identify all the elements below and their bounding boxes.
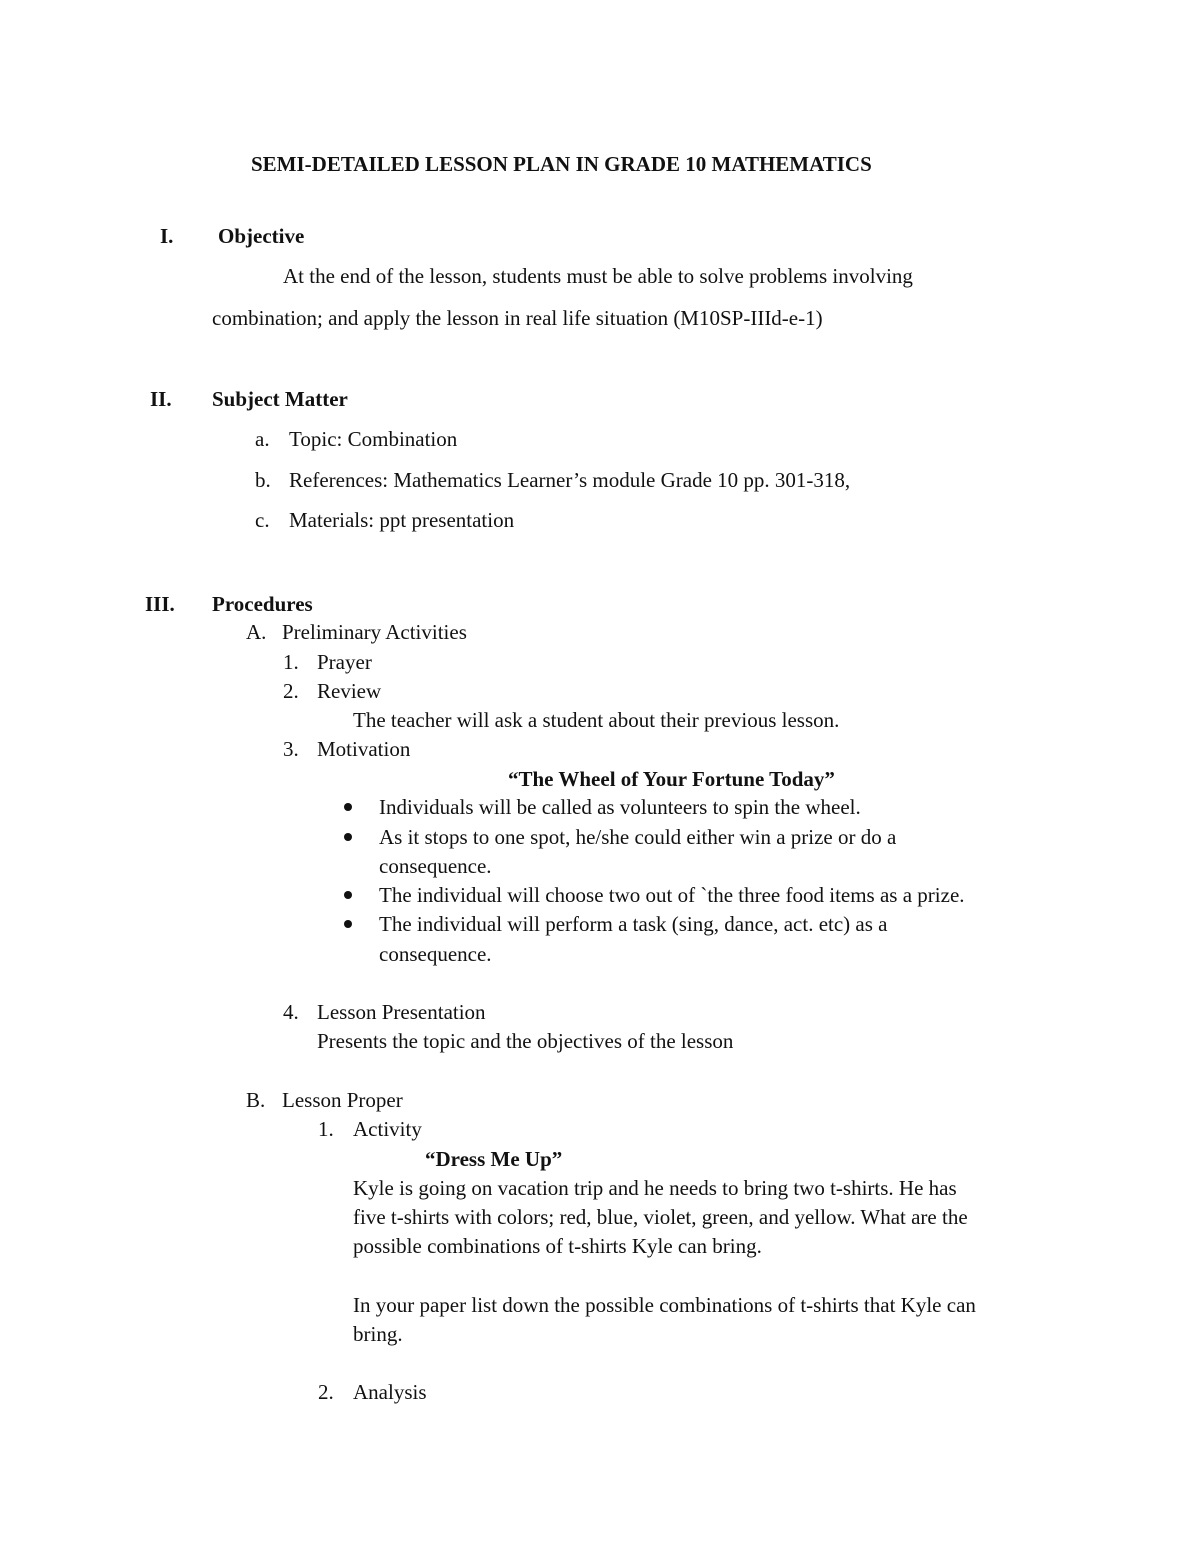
bullet-dot [344,920,352,928]
motivation-game-title: “The Wheel of Your Fortune Today” [508,767,835,791]
activity-paragraph-line: Kyle is going on vacation trip and he needs to bring two t-shirts. He has [353,1176,957,1200]
section-heading-procedures: Procedures [212,592,313,616]
section-heading-subject-matter: Subject Matter [212,387,348,411]
step-marker: 1. [283,650,299,674]
bullet-dot [344,891,352,899]
review-description: The teacher will ask a student about their previous lesson. [353,708,840,732]
section-numeral-procedures: III. [145,592,175,616]
motivation-bullet: The individual will perform a task (sing, dance, act. etc) as a [379,912,888,936]
procedure-marker-b: B. [246,1088,266,1112]
step-lesson-presentation: Lesson Presentation [317,1000,486,1024]
objective-text-line-1: At the end of the lesson, students must be able to solve problems involving [283,264,913,288]
section-heading-objective: Objective [218,224,305,248]
step-marker: 4. [283,1000,299,1024]
subject-item-marker: b. [255,468,271,492]
preliminary-activities-label: Preliminary Activities [282,620,467,644]
motivation-bullet: The individual will choose two out of `the three food items as a prize. [379,883,965,907]
step-prayer: Prayer [317,650,372,674]
bullet-dot [344,833,352,841]
motivation-bullet: Individuals will be called as volunteers to spin the wheel. [379,795,861,819]
presentation-description: Presents the topic and the objectives of the lesson [317,1029,734,1053]
section-numeral-objective: I. [160,224,174,248]
document-title: SEMI-DETAILED LESSON PLAN IN GRADE 10 MATHEMATICS [251,152,872,176]
subject-item-marker: a. [255,427,270,451]
activity-paragraph-line: five t-shirts with colors; red, blue, violet, green, and yellow. What are the [353,1205,968,1229]
procedure-marker-a: A. [246,620,267,644]
section-numeral-subject-matter: II. [150,387,172,411]
step-marker: 2. [318,1380,334,1404]
activity-instruction-line: In your paper list down the possible combinations of t-shirts that Kyle can [353,1293,976,1317]
activity-paragraph-line: possible combinations of t-shirts Kyle can bring. [353,1234,762,1258]
subject-item-references: References: Mathematics Learner’s module Grade 10 pp. 301-318, [289,468,851,492]
activity-instruction-line: bring. [353,1322,403,1346]
motivation-bullet-continuation: consequence. [379,942,492,966]
motivation-bullet-continuation: consequence. [379,854,492,878]
step-marker: 2. [283,679,299,703]
bullet-dot [344,803,352,811]
objective-text-line-2: combination; and apply the lesson in real life situation (M10SP-IIId-e-1) [212,306,823,330]
motivation-bullet: As it stops to one spot, he/she could either win a prize or do a [379,825,897,849]
step-motivation: Motivation [317,737,411,761]
activity-title: “Dress Me Up” [425,1147,563,1171]
step-review: Review [317,679,382,703]
step-analysis: Analysis [353,1380,427,1404]
subject-item-marker: c. [255,508,270,532]
subject-item-materials: Materials: ppt presentation [289,508,515,532]
step-marker: 3. [283,737,299,761]
step-activity: Activity [353,1117,422,1141]
step-marker: 1. [318,1117,334,1141]
subject-item-topic: Topic: Combination [289,427,458,451]
lesson-proper-label: Lesson Proper [282,1088,403,1112]
